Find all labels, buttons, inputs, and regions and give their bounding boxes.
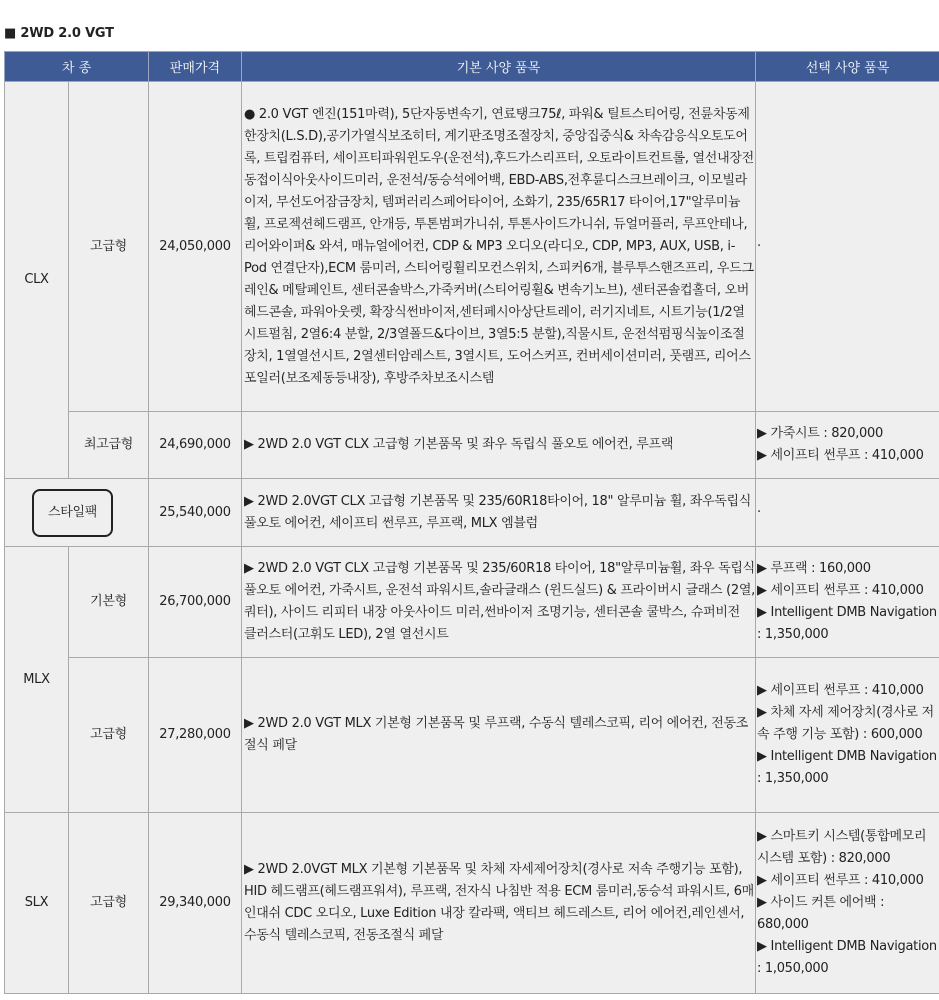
price-cell: 24,690,000 xyxy=(149,412,242,479)
table-row xyxy=(5,82,939,412)
option-item: ▶ 세이프티 썬루프 : 410,000 xyxy=(757,683,924,698)
style-pack-badge: 스타일팩 xyxy=(32,489,113,537)
table-row xyxy=(5,813,939,994)
header-options: 선택 사양 품목 xyxy=(756,52,939,82)
model-name: CLX xyxy=(5,82,69,479)
trim-name: 고급형 xyxy=(69,82,149,412)
option-item: ▶ 가죽시트 : 820,000 xyxy=(757,426,883,441)
header-price: 판매가격 xyxy=(149,52,242,82)
option-item: · xyxy=(757,238,761,254)
options-cell xyxy=(756,547,939,658)
options-cell xyxy=(756,658,939,813)
price-cell: 25,540,000 xyxy=(149,479,242,547)
trim-name: 기본형 xyxy=(69,547,149,658)
price-cell: 27,280,000 xyxy=(149,658,242,813)
option-item: ▶ 스마트키 시스템(통합메모리 시스템 포함) : 820,000 xyxy=(757,829,927,866)
option-item: ▶ 세이프티 썬루프 : 410,000 xyxy=(757,448,924,463)
option-item: ▶ 세이프티 썬루프 : 410,000 xyxy=(757,583,924,598)
price-cell: 24,050,000 xyxy=(149,82,242,412)
price-cell: 29,340,000 xyxy=(149,813,242,994)
price-cell: 26,700,000 xyxy=(149,547,242,658)
table-row xyxy=(5,547,939,658)
basic-specs-cell: ▶ 2WD 2.0 VGT MLX 기본형 기본품목 및 루프랙, 수동식 텔레스코픽, 리어 에어컨, 전동조절식 페달 xyxy=(242,658,756,813)
table-row xyxy=(5,479,939,547)
table-row xyxy=(5,412,939,479)
price-table xyxy=(4,51,939,994)
option-item: ▶ 사이드 커튼 에어백 : 680,000 xyxy=(757,895,885,932)
option-item: · xyxy=(757,504,761,520)
option-item: ▶ 루프랙 : 160,000 xyxy=(757,561,871,576)
options-cell xyxy=(756,412,939,479)
options-cell xyxy=(756,479,939,547)
basic-specs-cell: ▶ 2WD 2.0VGT CLX 고급형 기본품목 및 235/60R18타이어, 18" 알루미늄 휠, 좌우독립식 풀오토 에어컨, 세이프티 썬루프, 루프랙, MLX 엠블럼 xyxy=(242,479,756,547)
basic-specs-cell: ▶ 2WD 2.0 VGT CLX 고급형 기본품목 및 235/60R18 타이어, 18"알루미늄휠, 좌우 독립식 풀오토 에어컨, 가죽시트, 운전석 파워시트,솔라글래스 (윈드실드) & 프라이버시 글래스 (2열, 쿼터), 사이드 리피터 내장 아웃사이드 미러,썬바이저 조명기능, 센터콘솔 쿨박스, 슈퍼비전 클러스터(고휘도 LED), 2열 열선시트 xyxy=(242,547,756,658)
basic-specs-cell: ▶ 2WD 2.0 VGT CLX 고급형 기본품목 및 좌우 독립식 풀오토 에어컨, 루프랙 xyxy=(242,412,756,479)
option-item: ▶ 차체 자세 제어장치(경사로 저속 주행 기능 포함) : 600,000 xyxy=(757,705,934,742)
trim-name: 고급형 xyxy=(69,813,149,994)
option-item: ▶ Intelligent DMB Navigation : 1,350,000 xyxy=(757,749,937,786)
table-row xyxy=(5,658,939,813)
header-basic-specs: 기본 사양 품목 xyxy=(242,52,756,82)
options-cell xyxy=(756,813,939,994)
model-name: SLX xyxy=(5,813,69,994)
header-model: 차 종 xyxy=(5,52,149,82)
basic-specs-cell: ● 2.0 VGT 엔진(151마력), 5단자동변속기, 연료탱크75ℓ, 파워& 틸트스티어링, 전륜차동제한장치(L.S.D),공기가열식보조히터, 계기판조명조절장치, 중앙집중식& 차속감응식오토도어록, 트립컴퓨터, 세이프티파워윈도우(운전석),후드가스리프터, 오토라이트컨트롤, 열선내장전동접이식아웃사이드미러, 운전석/동승석에어백, EBD-ABS,전후륜디스크브레이크, 이모빌라이저, 무선도어잠금장치, 템퍼러리스페어타이어, 소화기, 235/65R17 타이어,17"알루미늄휠, 프로젝션헤드램프, 안개등, 투톤범퍼가니쉬, 투톤사이드가니쉬, 듀얼머플러, 루프안테나,리어와이퍼& 와셔, 매뉴얼에어컨, CDP & MP3 오디오(라디오, CDP, MP3, AUX, USB, i-Pod 연결단자),ECM 룸미러, 스티어링휠리모컨스위치, 스피커6개, 블루투스핸즈프리, 우드그레인& 메탈페인트, 센터콘솔박스,가죽커버(스티어링휠& 변속기노브), 센터콘솔컵홀더, 오버헤드콘솔, 파워아웃렛, 확장식썬바이저,센터페시아상단트레이, 러기지네트, 시트기능(1/2열시트펄침, 2열6:4 분할, 2/3열폴드&다이브, 3열5:5 분할),직물시트, 운전석펌핑식높이조절장치, 1열열선시트, 2열센터암레스트, 3열시트, 도어스커프, 컨버세이션미러, 풋램프, 리어스포일러(보조제동등내장), 후방주차보조시스템 xyxy=(242,82,756,412)
option-item: ▶ Intelligent DMB Navigation : 1,350,000 xyxy=(757,605,937,642)
section-title: ■ 2WD 2.0 VGT xyxy=(4,26,114,41)
trim-name: 최고급형 xyxy=(69,412,149,479)
model-name: MLX xyxy=(5,547,69,813)
option-item: ▶ 세이프티 썬루프 : 410,000 xyxy=(757,873,924,888)
basic-specs-cell: ▶ 2WD 2.0VGT MLX 기본형 기본품목 및 차체 자세제어장치(경사로 저속 주행기능 포함), HID 헤드램프(헤드램프워셔), 루프랙, 전자식 나침반 적용 ECM 룸미러,동승석 파워시트, 6매 인대쉬 CDC 오디오, Luxe Edition 내장 칼라팩, 액티브 헤드레스트, 리어 에어컨,레인센서, 수동식 텔레스코픽, 전동조절식 페달 xyxy=(242,813,756,994)
trim-name: 고급형 xyxy=(69,658,149,813)
style-pack-cell xyxy=(5,479,149,547)
option-item: ▶ Intelligent DMB Navigation : 1,050,000 xyxy=(757,939,937,976)
options-cell xyxy=(756,82,939,412)
table-header-row xyxy=(5,52,939,82)
